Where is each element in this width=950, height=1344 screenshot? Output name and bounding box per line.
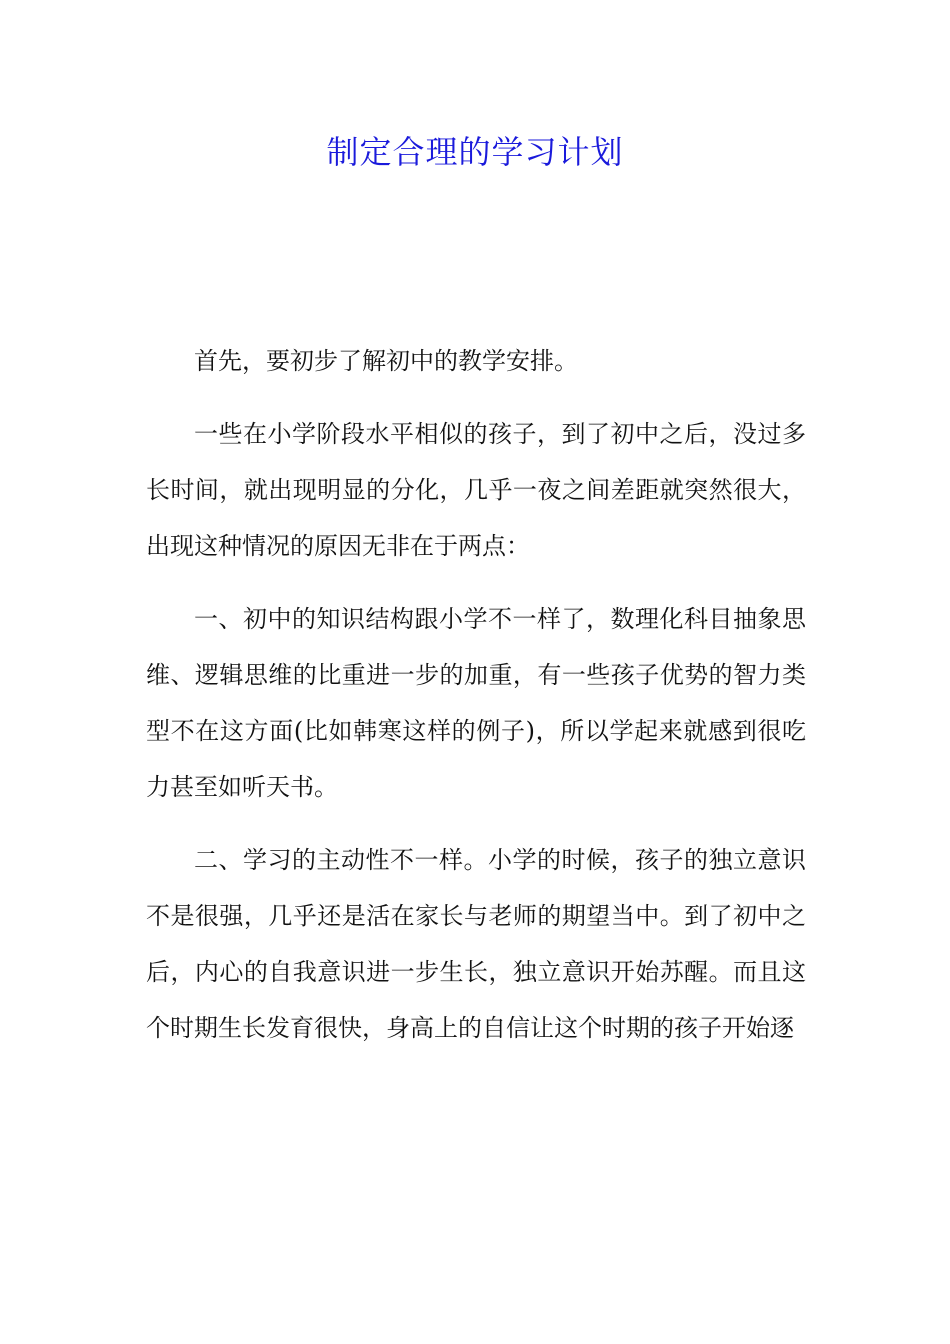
paragraph-point-two: 二、学习的主动性不一样。小学的时候，孩子的独立意识不是很强，几乎还是活在家长与老师的期望当中。到了初中之后，内心的自我意识进一步生长，独立意识开始苏醒。而且这个时期生长发育很快，身高上的自信让这个时期的孩子开始逐 — [146, 846, 806, 1042]
paragraph-reasons: 一些在小学阶段水平相似的孩子，到了初中之后，没过多长时间，就出现明显的分化，几乎一夜之间差距就突然很大，出现这种情况的原因无非在于两点： — [146, 420, 806, 560]
paragraph-point-one: 一、初中的知识结构跟小学不一样了，数理化科目抽象思维、逻辑思维的比重进一步的加重，有一些孩子优势的智力类型不在这方面(比如韩寒这样的例子)，所以学起来就感到很吃力甚至如听天书。 — [146, 605, 806, 801]
paragraph-intro: 首先，要初步了解初中的教学安排。 — [194, 347, 578, 375]
document-title: 制定合理的学习计划 — [326, 133, 624, 171]
document-body — [146, 333, 806, 1073]
